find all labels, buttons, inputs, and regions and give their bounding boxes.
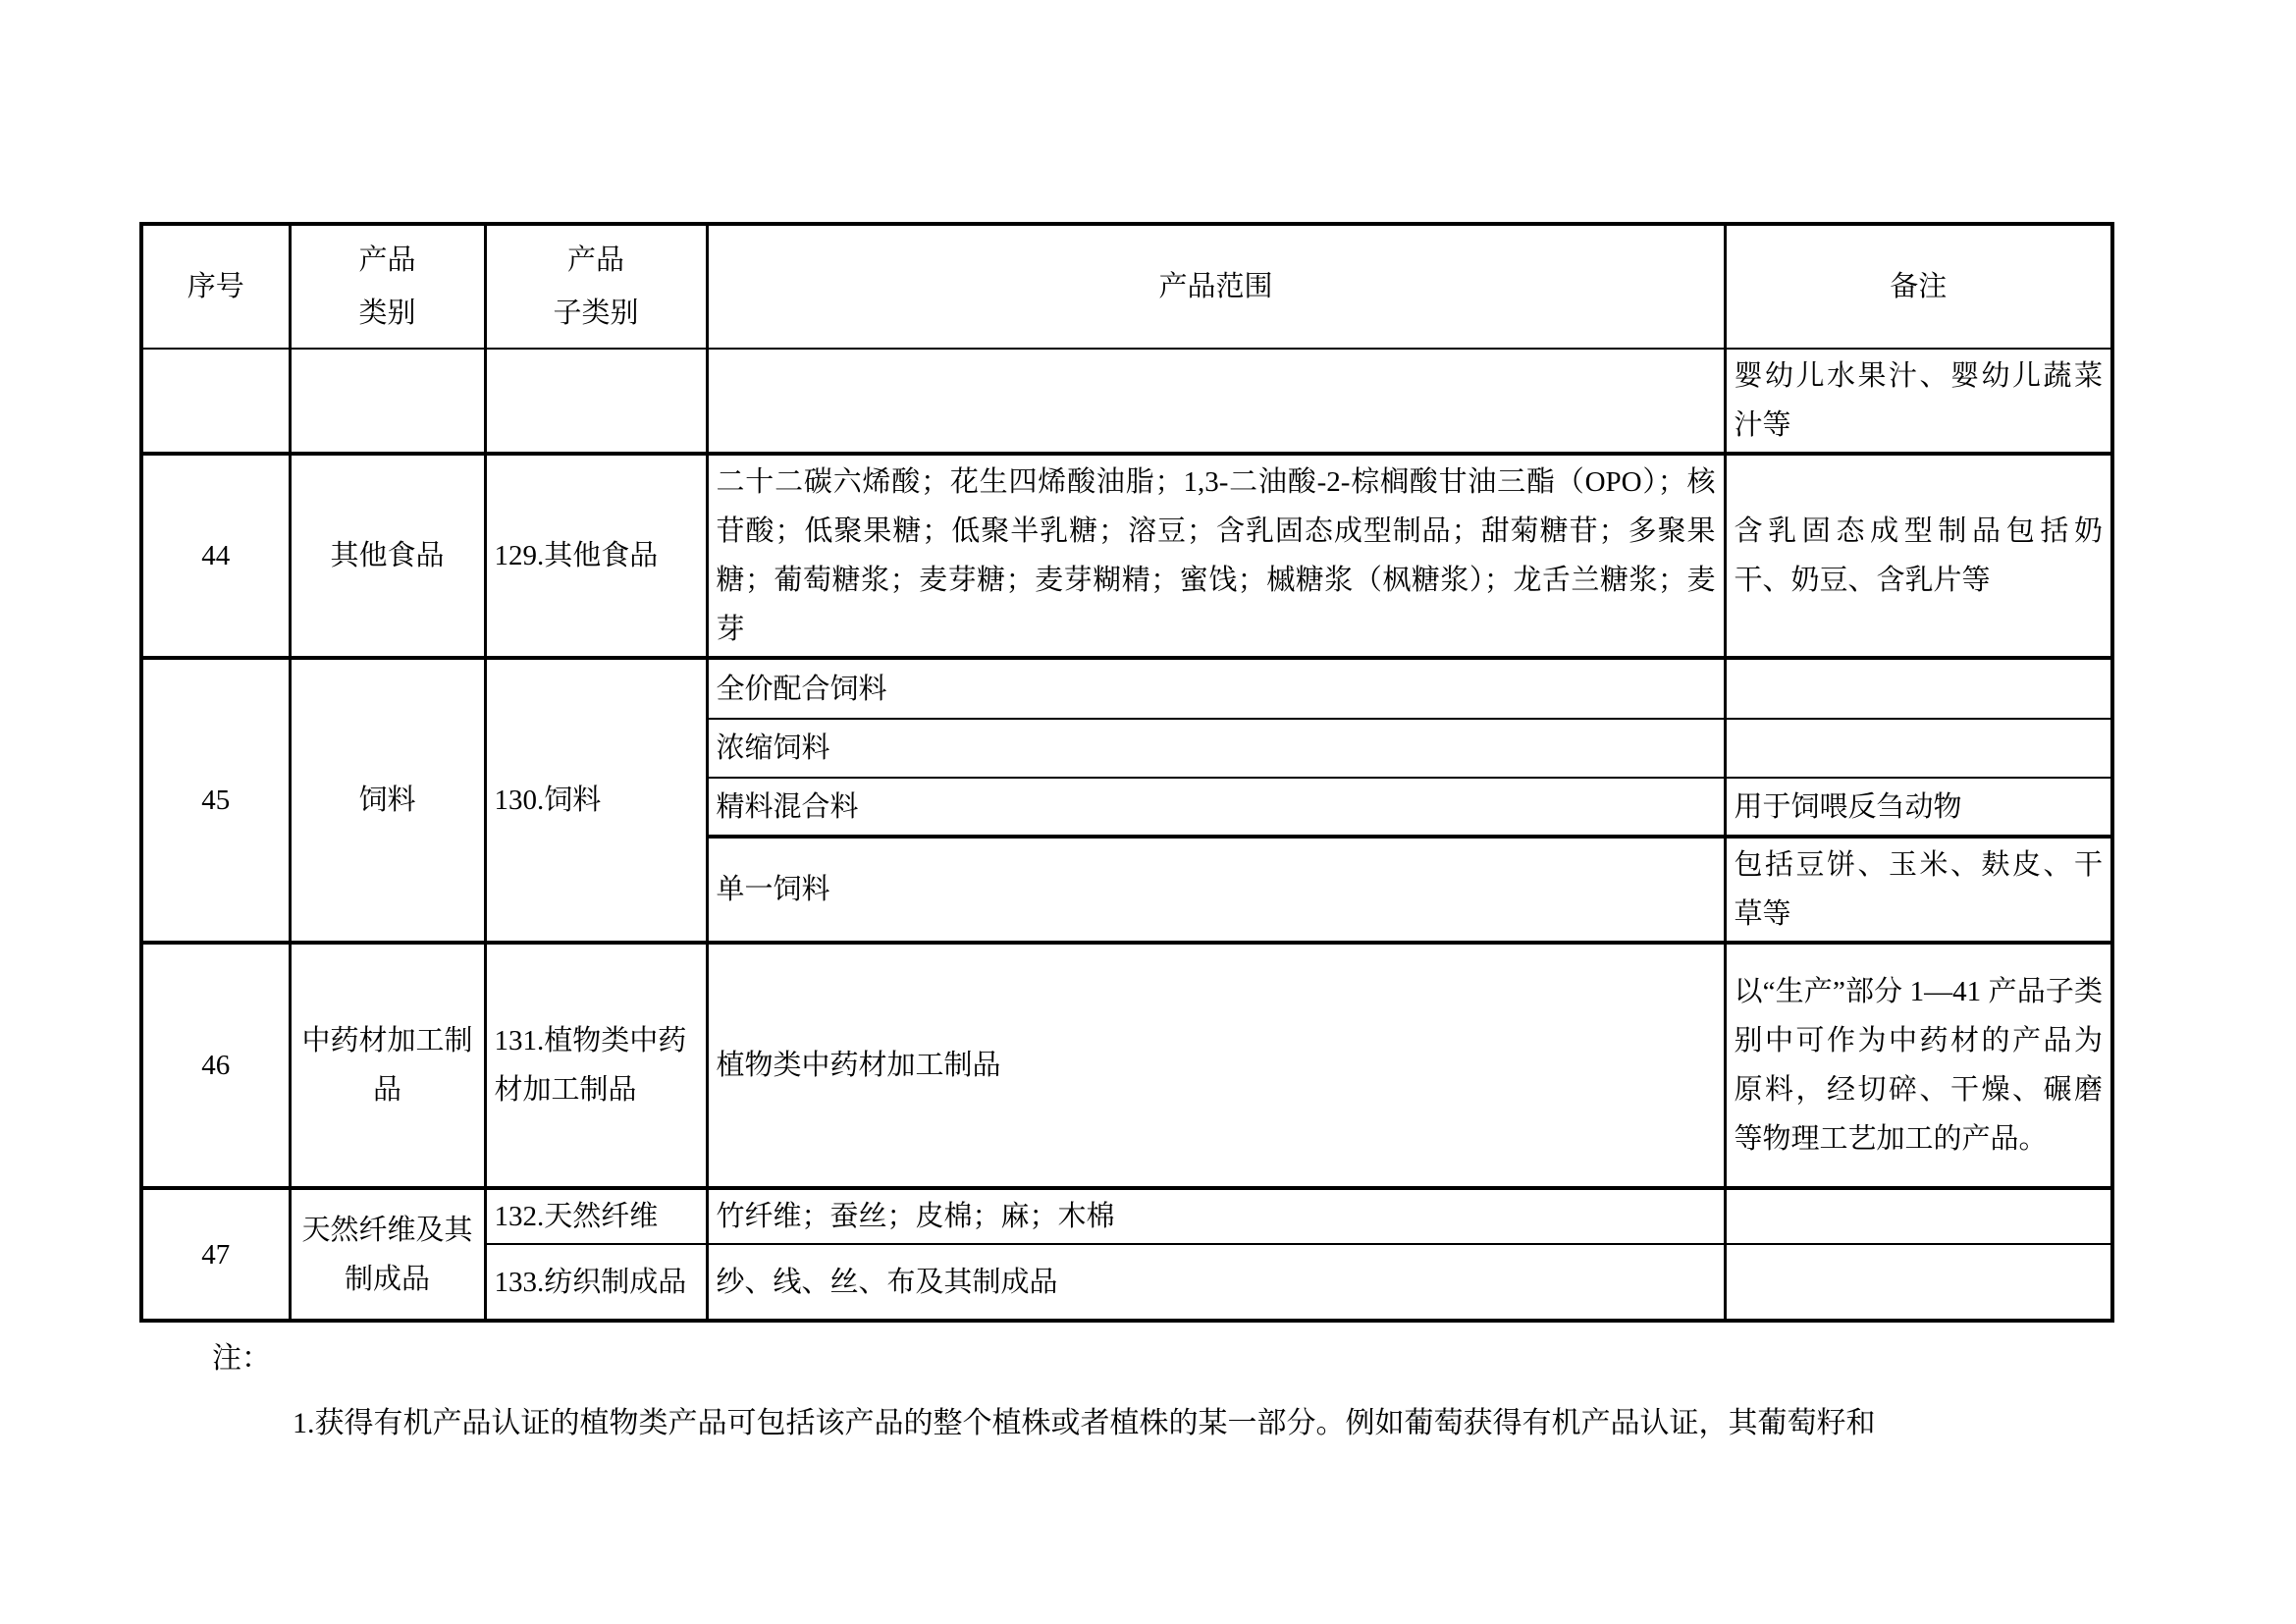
category-cell: 饲料: [290, 658, 485, 943]
col-header-scope: 产品范围: [707, 224, 1725, 349]
table-row-44: [141, 454, 2112, 658]
col-header-category-line2: 类别: [358, 298, 416, 329]
row-number: 44: [141, 454, 290, 658]
empty-cell: [707, 349, 1725, 454]
scope-cell: 精料混合料: [707, 778, 1725, 837]
subcategory-cell: 132.天然纤维: [485, 1188, 707, 1244]
scope-cell: 竹纤维；蚕丝；皮棉；麻；木棉: [707, 1188, 1725, 1244]
empty-cell: [290, 349, 485, 454]
remark-cell: [1725, 1244, 2112, 1321]
empty-cell: [141, 349, 290, 454]
subcategory-cell: 133.纺织制成品: [485, 1244, 707, 1321]
scope-cell: 植物类中药材加工制品: [707, 943, 1725, 1188]
remark-cell: 包括豆饼、玉米、麸皮、干草等: [1725, 837, 2112, 943]
category-cell: 中药材加工制品: [290, 943, 485, 1188]
scope-cell: 二十二碳六烯酸；花生四烯酸油脂；1,3-二油酸-2-棕榈酸甘油三酯（OPO）；核苷酸；低聚果糖；低聚半乳糖；溶豆；含乳固态成型制品；甜菊糖苷；多聚果糖；葡萄糖浆；麦芽糖；麦芽糊精；蜜饯；槭糖浆（枫糖浆）；龙舌兰糖浆；麦芽: [707, 454, 1725, 658]
subcategory-cell: 129.其他食品: [485, 454, 707, 658]
remark-cell: [1725, 1188, 2112, 1244]
empty-cell: [485, 349, 707, 454]
subcategory-cell: 131.植物类中药材加工制品: [485, 943, 707, 1188]
table-row-continuation: [141, 349, 2112, 454]
scope-cell: 浓缩饲料: [707, 719, 1725, 778]
scope-cell: 全价配合饲料: [707, 658, 1725, 719]
remark-cell: [1725, 719, 2112, 778]
row-number: 45: [141, 658, 290, 943]
note-item-1: 1.获得有机产品认证的植物类产品可包括该产品的整个植株或者植株的某一部分。例如葡萄获得有机产品认证，其葡萄籽和: [293, 1407, 1876, 1439]
col-header-subcategory-line1: 产品: [566, 244, 624, 276]
table-row-45-feed-1: [141, 658, 2112, 719]
remark-cell: [1725, 658, 2112, 719]
table-row-46: [141, 943, 2112, 1188]
col-header-remark: 备注: [1725, 224, 2112, 349]
subcategory-cell: 130.饲料: [485, 658, 707, 943]
product-category-table: [139, 222, 2114, 1323]
col-header-no: 序号: [141, 224, 290, 349]
table-row-47-fiber-1: [141, 1188, 2112, 1244]
header-row: [141, 224, 2112, 349]
col-header-subcategory: [485, 224, 707, 349]
scope-cell: 单一饲料: [707, 837, 1725, 943]
col-header-category: [290, 224, 485, 349]
col-header-subcategory-line2: 子类别: [553, 298, 639, 329]
scope-cell: 纱、线、丝、布及其制成品: [707, 1244, 1725, 1321]
category-cell: 天然纤维及其制成品: [290, 1188, 485, 1321]
remark-cell: 用于饲喂反刍动物: [1725, 778, 2112, 837]
remark-cell: 含乳固态成型制品包括奶干、奶豆、含乳片等: [1725, 454, 2112, 658]
remark-cell: 以“生产”部分 1—41 产品子类别中可作为中药材的产品为原料，经切碎、干燥、碾磨等物理工艺加工的产品。: [1725, 943, 2112, 1188]
notes-label: 注：: [212, 1342, 271, 1375]
row-number: 47: [141, 1188, 290, 1321]
remark-cell: 婴幼儿水果汁、婴幼儿蔬菜汁等: [1725, 349, 2112, 454]
row-number: 46: [141, 943, 290, 1188]
category-cell: 其他食品: [290, 454, 485, 658]
col-header-category-line1: 产品: [358, 244, 416, 276]
